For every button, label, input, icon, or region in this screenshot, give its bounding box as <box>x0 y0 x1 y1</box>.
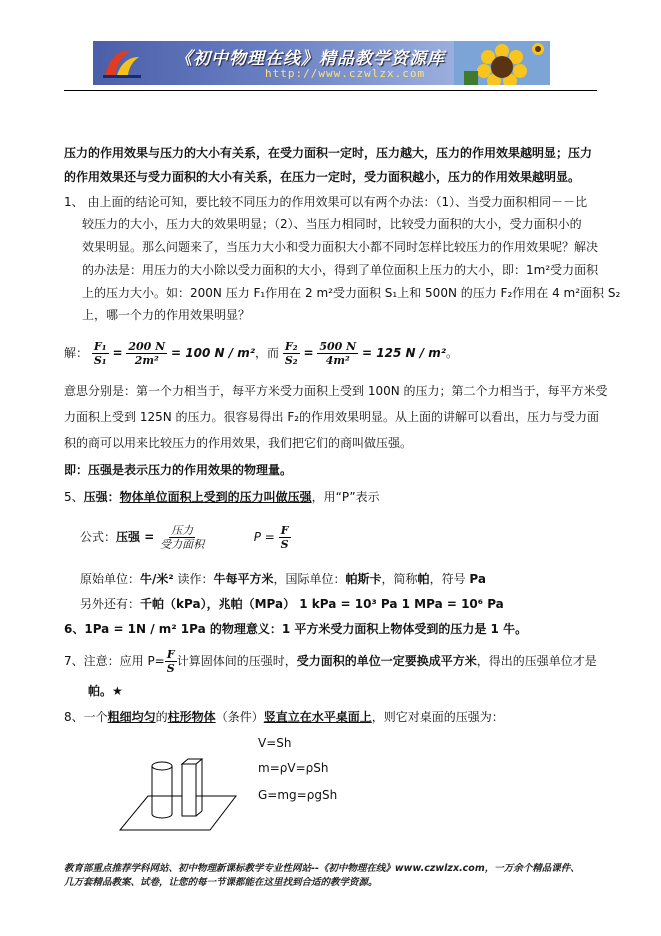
equation-volume: V=Sh <box>258 736 292 750</box>
pressure-formula: 公式：压强 = $\frac{\text{压力}}{\text{受力面积}}$ P = $\frac{F}{S}$ <box>80 524 289 551</box>
banner-title: 《初中物理在线》精品教学资源库 <box>175 49 445 69</box>
site-logo-icon <box>101 45 143 81</box>
p6-line: 6、1Pa = 1N / m² 1Pa 的物理意义：1 平方米受力面积上物体受到的压力是 1 牛。 <box>64 622 528 636</box>
page-footer <box>64 862 604 890</box>
sunflower-icon <box>454 41 550 85</box>
meaning-line-3: 积的商可以用来比较压力的作用效果，我们把它们的商叫做压强。 <box>64 436 413 450</box>
result-2: = 125 N / m² <box>362 346 447 360</box>
fraction-f-s-inline: $\frac{F}{S}$ <box>166 648 175 675</box>
p1-line-6: 上，哪一个力的作用效果明显？ <box>82 308 251 322</box>
definition-line: 即：压强是表示压力的作用效果的物理量。 <box>64 463 293 477</box>
solve-mid: ，而 <box>255 346 280 360</box>
p7-line: 7、注意：应用 P= $\frac{F}{S}$ 计算固体间的压强时，受力面积的单位一定要换成平方米，得出的压强单位才是 <box>64 648 597 675</box>
fraction-200-2: $\frac{200 N}{\text{2m²}}$ <box>128 340 166 367</box>
p5-line: 5、压强：物体单位面积上受到的压力叫做压强，用“P”表示 <box>64 490 380 504</box>
fraction-pressure-words: $\frac{\text{压力}}{\text{受力面积}}$ <box>160 524 205 551</box>
header-banner <box>93 41 550 85</box>
intro-line-1: 压力的作用效果与压力的大小有关系，在受力面积一定时，压力越大，压力的作用效果越明显；压力 <box>64 146 593 160</box>
result-1: = 100 N / m² <box>171 346 256 360</box>
equation-weight: G=mg=ρgSh <box>258 788 338 802</box>
solve-end: 。 <box>446 346 459 360</box>
banner-url: http://www.czwlzx.com <box>265 67 426 80</box>
units-line-2: 另外还有：千帕（kPa），兆帕（MPa） 1 kPa = 10³ Pa 1 MPa = 10⁶ Pa <box>80 597 504 611</box>
p1-line-3: 效果明显。那么问题来了，当压力大小和受力面积大小都不同时怎样比较压力的作用效果呢？解决 <box>82 240 599 254</box>
units-line-1: 原始单位：牛/米² 读作：牛每平方米，国际单位：帕斯卡，简称帕，符号 Pa <box>80 572 486 586</box>
equation-mass: m=ρV=ρSh <box>258 761 329 775</box>
meaning-line-2: 力面积上受到 125N 的压力。很容易得出 F₂的作用效果明显。从上面的讲解可以看出，压力与受力面 <box>64 410 600 424</box>
p1-line-2: 较压力的大小，压力大的效果明显；（2）、当压力相同时，比较受力面积的大小，受力面积小的 <box>82 217 582 231</box>
footer-line-2: 几万套精品教案、试卷，让您的每一节课都能在这里找到合适的教学资源。 <box>64 877 378 888</box>
footer-line-1: 教育部重点推荐学科网站、初中物理新课标教学专业性网站--《初中物理在线》www.czwlzx.com，一万余个精品课件、 <box>64 863 580 874</box>
intro-line-2: 的作用效果还与受力面积的大小有关系，在压力一定时，受力面积越小，压力的作用效果越明显。 <box>64 170 581 184</box>
fraction-f1-s1: $\frac{\text{F₁}}{\text{S₁}}$ <box>93 340 107 367</box>
p1-line-4: 的办法是：用压力的大小除以受力面积的大小，得到了单位面积上压力的大小，即：1m²受力面积 <box>82 263 599 277</box>
fraction-f2-s2: $\frac{\text{F₂}}{\text{S₂}}$ <box>284 340 298 367</box>
solve-label: 解： <box>64 346 89 360</box>
p8-line: 8、一个粗细均匀的柱形物体（条件）竖直立在水平桌面上，则它对桌面的压强为： <box>64 710 504 724</box>
p1-line-5: 上的压力大小。如：200N 压力 F₁作用在 2 m²受力面积 S₁上和 500N 的压力 F₂作用在 4 m²面积 S₂ <box>82 286 621 300</box>
meaning-line-1: 意思分别是：第一个力相当于，每平方米受力面积上受到 100N 的压力；第二个力相当于，每平方米受 <box>64 384 608 398</box>
solution-formula: 解： $\frac{\text{F₁}}{\text{S₁}}$ = $\frac{200 N}{\text{2m²}}$ = 100 N / m²，而 $\frac{\text{F₂}}{\text{S₂}}$ = $\frac{500 N}{\text{4m²}}$ = 125 N / m²。 <box>64 340 459 367</box>
fraction-f-s: $\frac{F}{S}$ <box>280 524 289 551</box>
p7-end: 帕。★ <box>88 684 123 698</box>
fraction-500-4: $\frac{500 N}{\text{4m²}}$ <box>319 340 357 367</box>
header-divider <box>64 90 597 91</box>
pressure-definition: 物体单位面积上受到的压力叫做压强 <box>119 490 312 504</box>
columns-on-table-diagram <box>118 750 240 832</box>
p1-line-1: 1、 由上面的结论可知，要比较不同压力的作用效果可以有两个办法：（1）、当受力面积相同－－比 <box>64 195 588 209</box>
